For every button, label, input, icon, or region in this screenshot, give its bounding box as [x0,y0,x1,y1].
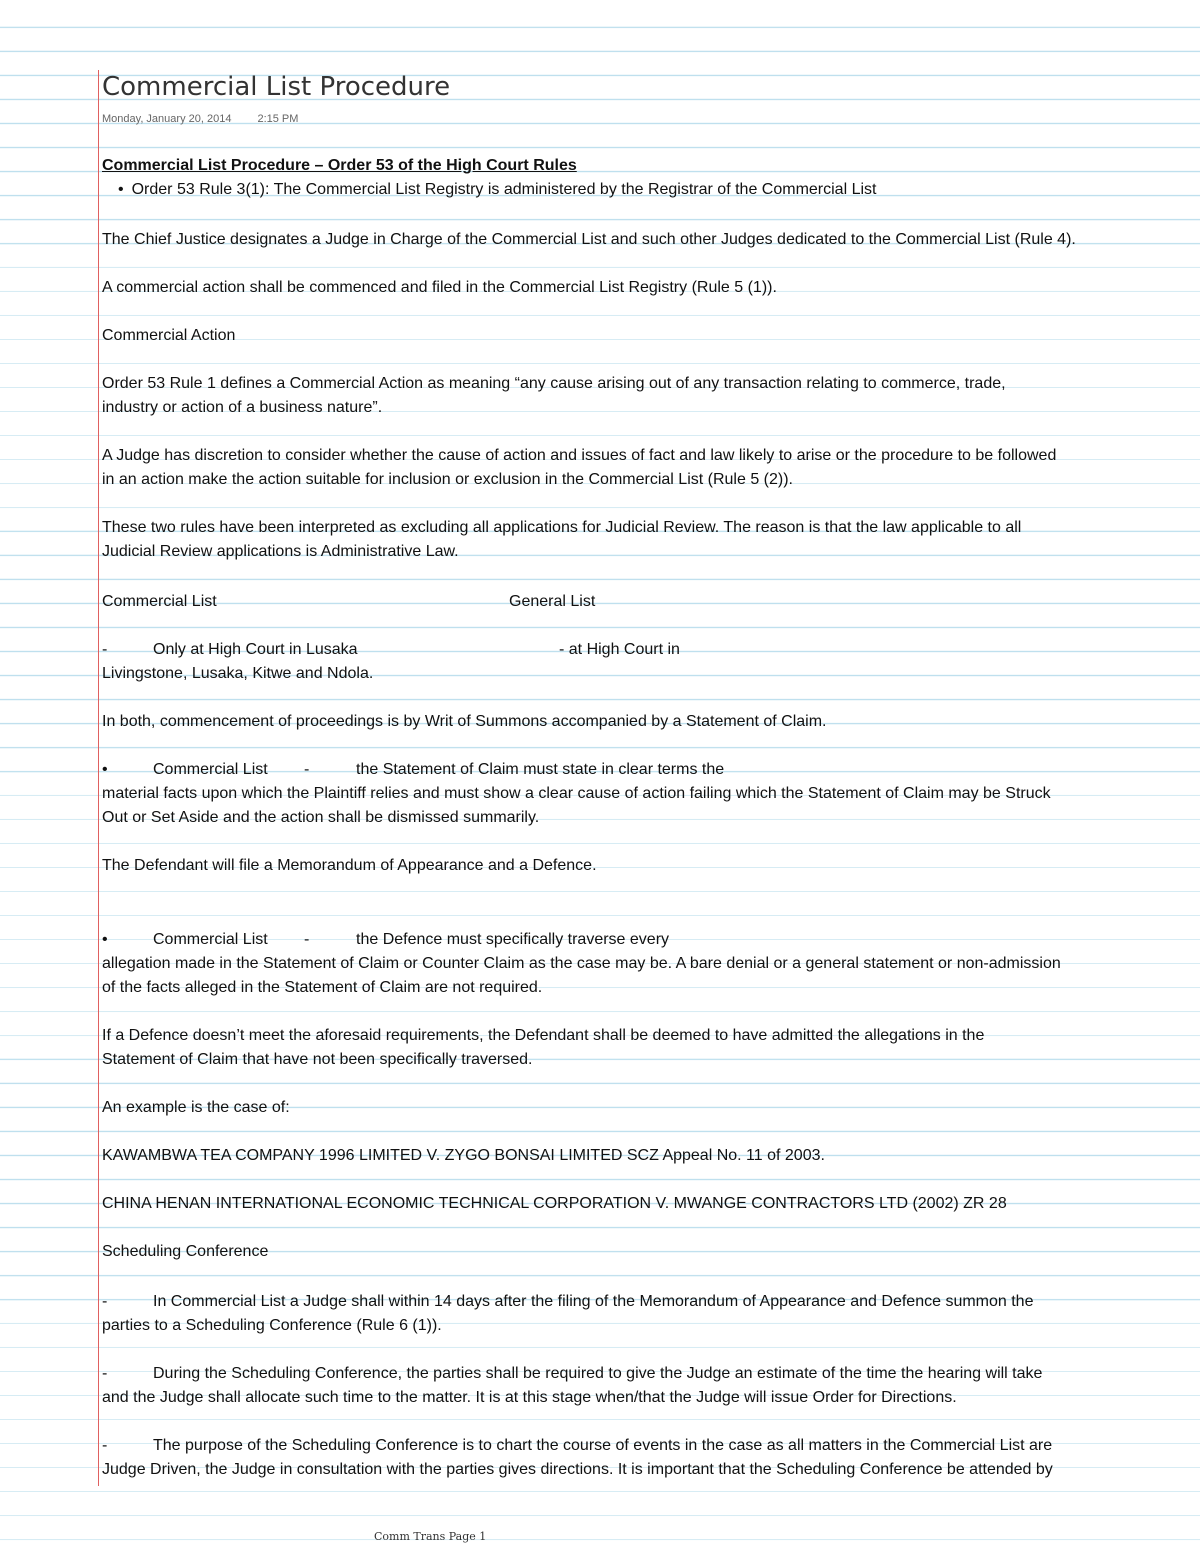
bullet-item: • Order 53 Rule 3(1): The Commercial List Registry is administered by the Registrar of the Commercial List [118,178,876,202]
row-dash: - [102,1293,108,1310]
paragraph-line: allegation made in the Statement of Claim or Counter Claim as the case may be. A bare denial or a general statement or non-admission [102,955,1061,972]
paragraph: An example is the case of: [102,1099,290,1116]
bullet-label: Commercial List [153,931,268,948]
subheading: Scheduling Conference [102,1243,269,1260]
row-general: - at High Court in [559,641,680,658]
page-title[interactable]: Commercial List Procedure [102,72,451,102]
page-footer: Comm Trans Page 1 [374,1530,487,1543]
bullet-label: Commercial List [153,761,268,778]
case-citation: KAWAMBWA TEA COMPANY 1996 LIMITED V. ZYGO BONSAI LIMITED SCZ Appeal No. 11 of 2003. [102,1147,825,1164]
case-citation: CHINA HENAN INTERNATIONAL ECONOMIC TECHNICAL CORPORATION V. MWANGE CONTRACTORS LTD (2002) ZR 28 [102,1195,1007,1212]
paragraph-line: the Defence must specifically traverse every [356,931,670,948]
page-timestamp [102,113,298,125]
paragraph-line: industry or action of a business nature”. [102,399,383,416]
paragraph-line: In Commercial List a Judge shall within 14 days after the filing of the Memorandum of Appearance and Defence summon the [153,1293,1034,1310]
bullet-char: • [102,931,108,948]
paragraph-line: in an action make the action suitable for inclusion or exclusion in the Commercial List (Rule 5 (2)). [102,471,793,488]
paragraph-line: Judge Driven, the Judge in consultation with the parties gives directions. It is important that the Scheduling Conference be attended by [102,1461,1053,1478]
section-heading: Commercial List Procedure – Order 53 of the High Court Rules [102,157,577,174]
list-compare-header-commercial: Commercial List [102,593,217,610]
row-commercial: Only at High Court in Lusaka [153,641,358,658]
paragraph-line: These two rules have been interpreted as excluding all applications for Judicial Review. The reason is that the law applicable to all [102,519,1022,536]
row-dash: - [102,1365,108,1382]
bullet-char: • [102,761,108,778]
paragraph-line: of the facts alleged in the Statement of Claim are not required. [102,979,543,996]
paragraph-line: parties to a Scheduling Conference (Rule 6 (1)). [102,1317,442,1334]
paragraph-line: material facts upon which the Plaintiff relies and must show a clear cause of action failing which the Statement of Claim may be Struck [102,785,1051,802]
row-dash: - [102,1437,108,1454]
page-date: Monday, January 20, 2014 [102,113,232,125]
list-compare-header-general: General List [509,593,596,610]
bullet-dash: - [304,761,310,778]
subheading: Commercial Action [102,327,236,344]
paragraph-line: Judicial Review applications is Administrative Law. [102,543,459,560]
paragraph-line: If a Defence doesn’t meet the aforesaid requirements, the Defendant shall be deemed to have admitted the allegations in the [102,1027,985,1044]
paragraph-line: Order 53 Rule 1 defines a Commercial Action as meaning “any cause arising out of any transaction relating to commerce, trade, [102,375,1006,392]
paragraph-line: the Statement of Claim must state in clear terms the [356,761,725,778]
paragraph: In both, commencement of proceedings is by Writ of Summons accompanied by a Statement of Claim. [102,713,827,730]
row-dash: - [102,641,108,658]
row-general-continued: Livingstone, Lusaka, Kitwe and Ndola. [102,665,374,682]
paragraph-line: Statement of Claim that have not been specifically traversed. [102,1051,533,1068]
paragraph-line: and the Judge shall allocate such time to the matter. It is at this stage when/that the Judge will issue Order for Directions. [102,1389,957,1406]
bullet-dash: - [304,931,310,948]
page-margin-line [98,70,99,1486]
paragraph: The Chief Justice designates a Judge in Charge of the Commercial List and such other Judges dedicated to the Commercial List (Rule 4). [102,231,1076,248]
paragraph-line: Out or Set Aside and the action shall be dismissed summarily. [102,809,540,826]
paragraph-line: A Judge has discretion to consider whether the cause of action and issues of fact and law likely to arise or the procedure to be followed [102,447,1057,464]
paragraph-line: The purpose of the Scheduling Conference is to chart the course of events in the case as all matters in the Commercial List are [153,1437,1053,1454]
paragraph: A commercial action shall be commenced and filed in the Commercial List Registry (Rule 5 (1)). [102,279,777,296]
page-time: 2:15 PM [257,113,299,125]
paragraph: The Defendant will file a Memorandum of Appearance and a Defence. [102,857,597,874]
paragraph-line: During the Scheduling Conference, the parties shall be required to give the Judge an estimate of the time the hearing will take [153,1365,1043,1382]
